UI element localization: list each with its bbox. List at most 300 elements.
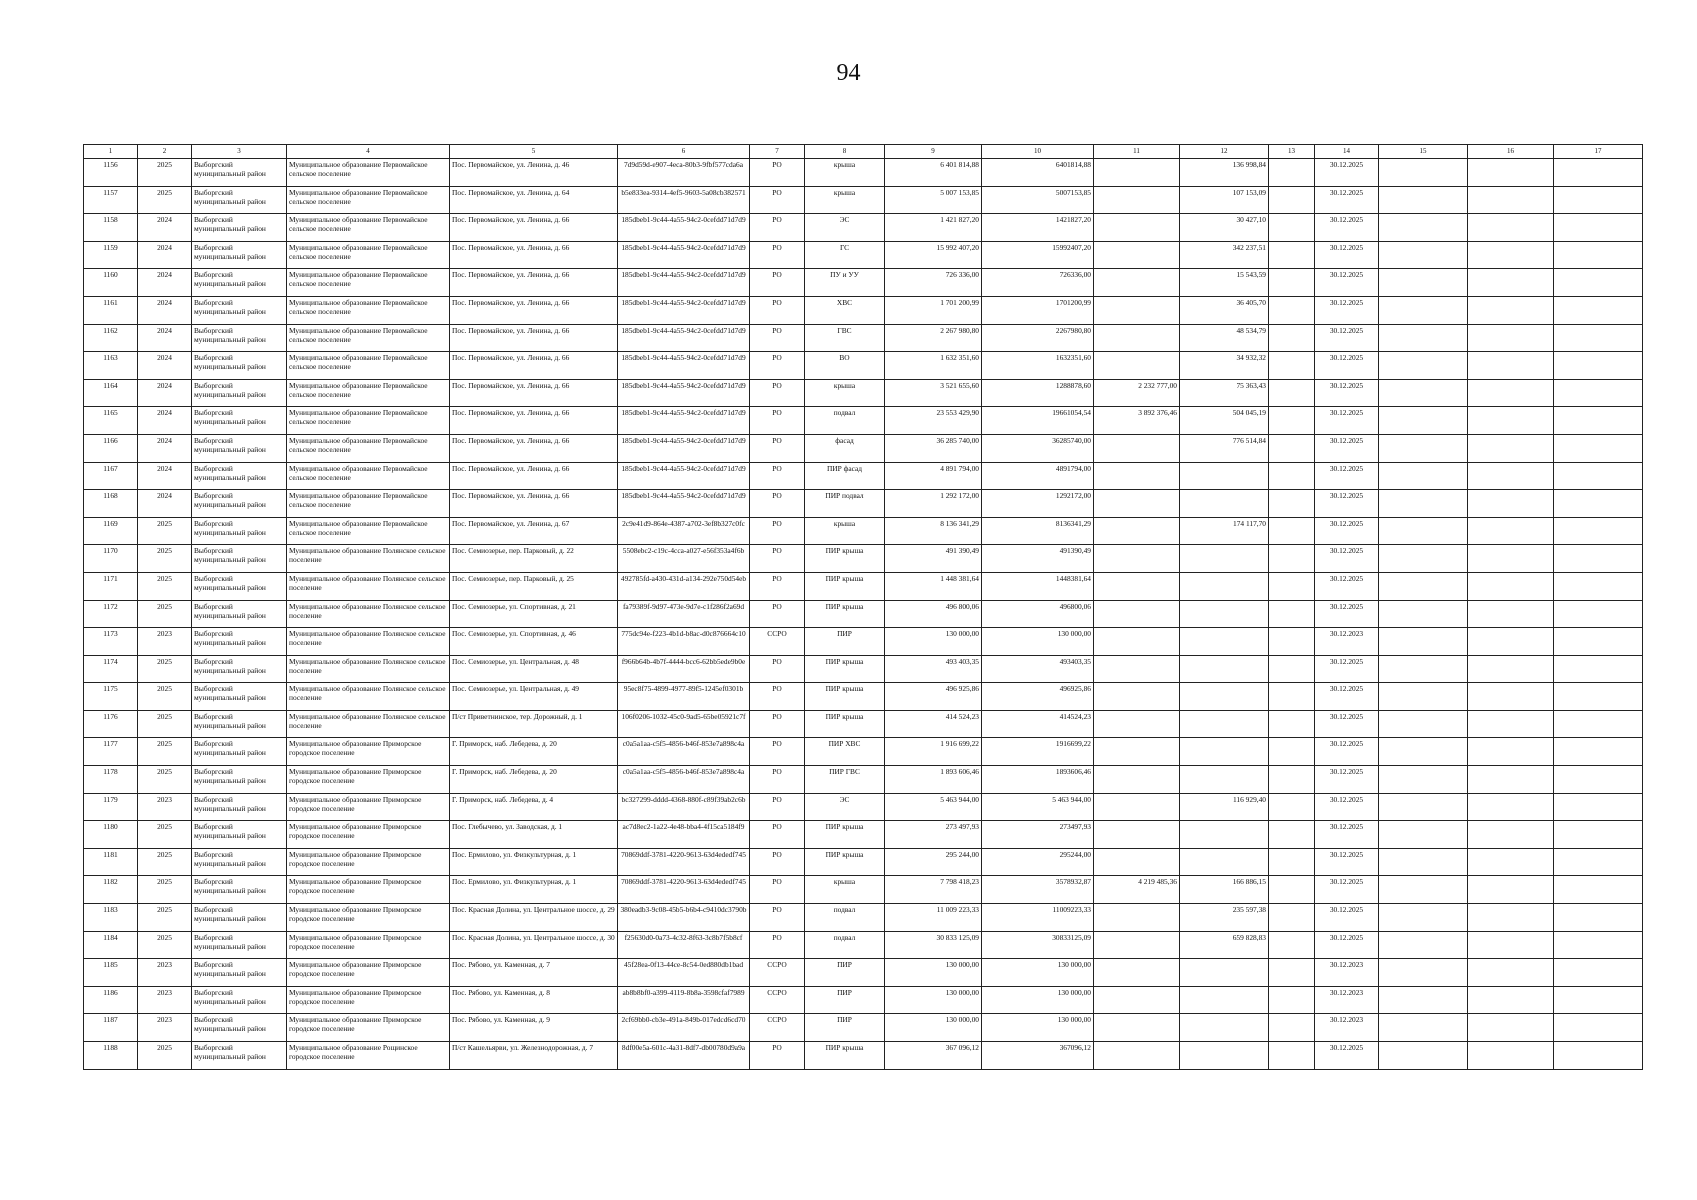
cell-cost-part-a: 8136341,29 xyxy=(982,517,1094,545)
cell-col-13 xyxy=(1269,683,1315,711)
column-header: 2 xyxy=(138,145,192,159)
cell-house-guid: c0a5a1aa-c5f5-4856-b46f-853e7a898c4a xyxy=(618,738,750,766)
cell-program: РО xyxy=(750,683,805,711)
column-header: 3 xyxy=(192,145,287,159)
cell-work-type: крыша xyxy=(805,517,885,545)
cell-address: Пос. Семиозерье, пер. Парковый, д. 25 xyxy=(450,572,618,600)
cell-district: Выборгский муниципальный район xyxy=(192,490,287,518)
cell-cost-part-c xyxy=(1180,766,1269,794)
cell-col-13 xyxy=(1269,186,1315,214)
table-row xyxy=(84,628,1643,656)
cell-col-15 xyxy=(1379,241,1468,269)
cell-cost-part-c: 235 597,38 xyxy=(1180,904,1269,932)
cell-house-guid: ac7d8ec2-1a22-4e48-bba4-4f15ca5184f9 xyxy=(618,821,750,849)
cell-address: Пос. Первомайское, ул. Ленина, д. 66 xyxy=(450,379,618,407)
cell-house-guid: 380eadb3-9c08-45b5-b6b4-c9410dc3790b xyxy=(618,904,750,932)
cell-cost-part-b xyxy=(1094,766,1180,794)
cell-deadline: 30.12.2025 xyxy=(1315,407,1379,435)
cell-total-cost: 295 244,00 xyxy=(885,848,982,876)
cell-municipality: Муниципальное образование Рощинское городское поселение xyxy=(287,1042,450,1070)
cell-cost-part-c: 166 886,15 xyxy=(1180,876,1269,904)
cell-col-17 xyxy=(1554,545,1643,573)
cell-district: Выборгский муниципальный район xyxy=(192,876,287,904)
cell-work-type: ПИР xyxy=(805,986,885,1014)
cell-row-number: 1182 xyxy=(84,876,138,904)
cell-col-17 xyxy=(1554,490,1643,518)
cell-cost-part-a: 726336,00 xyxy=(982,269,1094,297)
cell-total-cost: 30 833 125,09 xyxy=(885,931,982,959)
cell-program: ССРО xyxy=(750,1014,805,1042)
cell-year: 2025 xyxy=(138,545,192,573)
cell-col-15 xyxy=(1379,683,1468,711)
cell-cost-part-a: 273497,93 xyxy=(982,821,1094,849)
cell-cost-part-a: 1701200,99 xyxy=(982,296,1094,324)
cell-year: 2025 xyxy=(138,876,192,904)
cell-deadline: 30.12.2025 xyxy=(1315,600,1379,628)
cell-col-13 xyxy=(1269,600,1315,628)
table-row xyxy=(84,655,1643,683)
cell-address: Пос. Рябово, ул. Каменная, д. 7 xyxy=(450,959,618,987)
cell-house-guid: 185dbeb1-9c44-4a55-94c2-0cefdd71d7d9 xyxy=(618,324,750,352)
cell-program: РО xyxy=(750,710,805,738)
cell-work-type: ЭС xyxy=(805,214,885,242)
table-row xyxy=(84,545,1643,573)
cell-municipality: Муниципальное образование Первомайское сельское поселение xyxy=(287,379,450,407)
cell-work-type: ПИР ХВС xyxy=(805,738,885,766)
table-row xyxy=(84,683,1643,711)
cell-house-guid: 775dc94e-f223-4b1d-b8ac-d0c876664c10 xyxy=(618,628,750,656)
cell-col-13 xyxy=(1269,545,1315,573)
cell-cost-part-a: 414524,23 xyxy=(982,710,1094,738)
cell-col-15 xyxy=(1379,462,1468,490)
cell-deadline: 30.12.2023 xyxy=(1315,628,1379,656)
cell-col-16 xyxy=(1468,186,1554,214)
column-header: 16 xyxy=(1468,145,1554,159)
cell-house-guid: ab8b8bf0-a399-4119-8b8a-3598cfaf7989 xyxy=(618,986,750,1014)
cell-total-cost: 11 009 223,33 xyxy=(885,904,982,932)
cell-house-guid: 185dbeb1-9c44-4a55-94c2-0cefdd71d7d9 xyxy=(618,462,750,490)
cell-row-number: 1187 xyxy=(84,1014,138,1042)
cell-district: Выборгский муниципальный район xyxy=(192,241,287,269)
cell-col-16 xyxy=(1468,572,1554,600)
cell-col-16 xyxy=(1468,600,1554,628)
cell-cost-part-a: 1288878,60 xyxy=(982,379,1094,407)
cell-col-16 xyxy=(1468,876,1554,904)
cell-deadline: 30.12.2025 xyxy=(1315,683,1379,711)
cell-col-17 xyxy=(1554,379,1643,407)
cell-work-type: ПИР крыша xyxy=(805,545,885,573)
cell-municipality: Муниципальное образование Приморское городское поселение xyxy=(287,931,450,959)
table-row xyxy=(84,931,1643,959)
cell-col-17 xyxy=(1554,793,1643,821)
cell-col-15 xyxy=(1379,1042,1468,1070)
cell-col-13 xyxy=(1269,324,1315,352)
cell-row-number: 1184 xyxy=(84,931,138,959)
column-header: 14 xyxy=(1315,145,1379,159)
cell-cost-part-a: 1632351,60 xyxy=(982,352,1094,380)
cell-work-type: ПИР xyxy=(805,628,885,656)
cell-row-number: 1171 xyxy=(84,572,138,600)
cell-cost-part-b xyxy=(1094,296,1180,324)
cell-house-guid: b5e833ea-9314-4ef5-9603-5a08cb382571 xyxy=(618,186,750,214)
cell-work-type: ПУ и УУ xyxy=(805,269,885,297)
cell-municipality: Муниципальное образование Первомайское сельское поселение xyxy=(287,214,450,242)
cell-total-cost: 3 521 655,60 xyxy=(885,379,982,407)
cell-district: Выборгский муниципальный район xyxy=(192,655,287,683)
cell-district: Выборгский муниципальный район xyxy=(192,572,287,600)
cell-col-17 xyxy=(1554,296,1643,324)
cell-municipality: Муниципальное образование Первомайское сельское поселение xyxy=(287,490,450,518)
cell-col-15 xyxy=(1379,324,1468,352)
cell-program: РО xyxy=(750,572,805,600)
cell-col-17 xyxy=(1554,683,1643,711)
cell-row-number: 1176 xyxy=(84,710,138,738)
cell-district: Выборгский муниципальный район xyxy=(192,766,287,794)
cell-col-16 xyxy=(1468,434,1554,462)
cell-cost-part-b: 4 219 485,36 xyxy=(1094,876,1180,904)
cell-deadline: 30.12.2025 xyxy=(1315,269,1379,297)
cell-deadline: 30.12.2025 xyxy=(1315,793,1379,821)
cell-cost-part-c xyxy=(1180,490,1269,518)
cell-col-16 xyxy=(1468,710,1554,738)
cell-deadline: 30.12.2025 xyxy=(1315,738,1379,766)
cell-row-number: 1173 xyxy=(84,628,138,656)
cell-cost-part-c: 34 932,32 xyxy=(1180,352,1269,380)
cell-cost-part-c: 342 237,51 xyxy=(1180,241,1269,269)
cell-program: РО xyxy=(750,407,805,435)
cell-year: 2025 xyxy=(138,904,192,932)
cell-col-16 xyxy=(1468,848,1554,876)
cell-deadline: 30.12.2025 xyxy=(1315,186,1379,214)
cell-col-16 xyxy=(1468,324,1554,352)
cell-cost-part-a: 15992407,20 xyxy=(982,241,1094,269)
cell-row-number: 1181 xyxy=(84,848,138,876)
column-header: 12 xyxy=(1180,145,1269,159)
cell-deadline: 30.12.2025 xyxy=(1315,379,1379,407)
cell-cost-part-c xyxy=(1180,655,1269,683)
cell-year: 2025 xyxy=(138,600,192,628)
cell-cost-part-a: 1893606,46 xyxy=(982,766,1094,794)
cell-year: 2025 xyxy=(138,848,192,876)
column-header: 15 xyxy=(1379,145,1468,159)
cell-row-number: 1179 xyxy=(84,793,138,821)
cell-col-16 xyxy=(1468,655,1554,683)
cell-address: П/ст Приветнинское, тер. Дорожный, д. 1 xyxy=(450,710,618,738)
cell-col-15 xyxy=(1379,545,1468,573)
cell-cost-part-b xyxy=(1094,545,1180,573)
cell-col-16 xyxy=(1468,490,1554,518)
table-row xyxy=(84,517,1643,545)
cell-cost-part-a: 6401814,88 xyxy=(982,159,1094,187)
cell-deadline: 30.12.2025 xyxy=(1315,352,1379,380)
cell-program: РО xyxy=(750,655,805,683)
cell-row-number: 1166 xyxy=(84,434,138,462)
cell-address: Пос. Первомайское, ул. Ленина, д. 66 xyxy=(450,434,618,462)
cell-col-17 xyxy=(1554,517,1643,545)
cell-total-cost: 1 893 606,46 xyxy=(885,766,982,794)
cell-program: РО xyxy=(750,545,805,573)
cell-program: РО xyxy=(750,931,805,959)
cell-house-guid: 7d9d59d-e907-4eca-80b3-9fbf577cda6a xyxy=(618,159,750,187)
cell-col-15 xyxy=(1379,407,1468,435)
cell-col-17 xyxy=(1554,352,1643,380)
cell-col-15 xyxy=(1379,269,1468,297)
cell-col-16 xyxy=(1468,517,1554,545)
cell-cost-part-c: 107 153,09 xyxy=(1180,186,1269,214)
cell-col-17 xyxy=(1554,628,1643,656)
cell-cost-part-c xyxy=(1180,462,1269,490)
cell-cost-part-a: 295244,00 xyxy=(982,848,1094,876)
cell-municipality: Муниципальное образование Приморское городское поселение xyxy=(287,876,450,904)
cell-year: 2024 xyxy=(138,241,192,269)
cell-total-cost: 493 403,35 xyxy=(885,655,982,683)
cell-house-guid: 185dbeb1-9c44-4a55-94c2-0cefdd71d7d9 xyxy=(618,214,750,242)
column-header: 13 xyxy=(1269,145,1315,159)
cell-municipality: Муниципальное образование Первомайское сельское поселение xyxy=(287,296,450,324)
cell-municipality: Муниципальное образование Приморское городское поселение xyxy=(287,793,450,821)
cell-municipality: Муниципальное образование Первомайское сельское поселение xyxy=(287,407,450,435)
cell-program: РО xyxy=(750,517,805,545)
cell-col-15 xyxy=(1379,434,1468,462)
cell-cost-part-c xyxy=(1180,628,1269,656)
cell-address: Пос. Первомайское, ул. Ленина, д. 66 xyxy=(450,269,618,297)
table-row xyxy=(84,159,1643,187)
cell-district: Выборгский муниципальный район xyxy=(192,628,287,656)
cell-municipality: Муниципальное образование Полянское сельское поселение xyxy=(287,628,450,656)
cell-year: 2023 xyxy=(138,1014,192,1042)
cell-program: РО xyxy=(750,848,805,876)
cell-col-15 xyxy=(1379,600,1468,628)
cell-district: Выборгский муниципальный район xyxy=(192,1042,287,1070)
cell-cost-part-c xyxy=(1180,1014,1269,1042)
cell-address: Пос. Первомайское, ул. Ленина, д. 67 xyxy=(450,517,618,545)
column-header: 5 xyxy=(450,145,618,159)
table-row xyxy=(84,186,1643,214)
cell-col-13 xyxy=(1269,490,1315,518)
cell-col-13 xyxy=(1269,269,1315,297)
cell-col-13 xyxy=(1269,296,1315,324)
cell-deadline: 30.12.2023 xyxy=(1315,1014,1379,1042)
cell-program: РО xyxy=(750,738,805,766)
cell-year: 2025 xyxy=(138,710,192,738)
cell-district: Выборгский муниципальный район xyxy=(192,959,287,987)
cell-row-number: 1165 xyxy=(84,407,138,435)
cell-col-16 xyxy=(1468,545,1554,573)
cell-col-15 xyxy=(1379,931,1468,959)
cell-cost-part-c xyxy=(1180,683,1269,711)
table-row xyxy=(84,462,1643,490)
cell-col-16 xyxy=(1468,931,1554,959)
page-number: 94 xyxy=(836,60,861,86)
cell-address: Пос. Первомайское, ул. Ленина, д. 66 xyxy=(450,462,618,490)
cell-col-13 xyxy=(1269,821,1315,849)
cell-col-13 xyxy=(1269,159,1315,187)
table-row xyxy=(84,572,1643,600)
cell-deadline: 30.12.2025 xyxy=(1315,214,1379,242)
cell-address: Пос. Первомайское, ул. Ленина, д. 64 xyxy=(450,186,618,214)
cell-year: 2023 xyxy=(138,628,192,656)
cell-total-cost: 1 421 827,20 xyxy=(885,214,982,242)
cell-municipality: Муниципальное образование Приморское городское поселение xyxy=(287,848,450,876)
cell-row-number: 1170 xyxy=(84,545,138,573)
cell-cost-part-b xyxy=(1094,490,1180,518)
cell-program: РО xyxy=(750,352,805,380)
cell-year: 2023 xyxy=(138,959,192,987)
cell-cost-part-a: 496925,86 xyxy=(982,683,1094,711)
cell-cost-part-b xyxy=(1094,986,1180,1014)
cell-col-17 xyxy=(1554,766,1643,794)
cell-year: 2024 xyxy=(138,324,192,352)
cell-col-15 xyxy=(1379,904,1468,932)
table-body xyxy=(84,159,1643,1070)
cell-row-number: 1157 xyxy=(84,186,138,214)
cell-total-cost: 726 336,00 xyxy=(885,269,982,297)
cell-cost-part-c xyxy=(1180,710,1269,738)
cell-col-15 xyxy=(1379,379,1468,407)
cell-work-type: ХВС xyxy=(805,296,885,324)
cell-district: Выборгский муниципальный район xyxy=(192,186,287,214)
cell-col-17 xyxy=(1554,876,1643,904)
cell-district: Выборгский муниципальный район xyxy=(192,407,287,435)
column-header: 1 xyxy=(84,145,138,159)
cell-address: Пос. Первомайское, ул. Ленина, д. 66 xyxy=(450,352,618,380)
cell-address: Пос. Ермилово, ул. Физкультурная, д. 1 xyxy=(450,848,618,876)
table-row xyxy=(84,904,1643,932)
cell-cost-part-b xyxy=(1094,159,1180,187)
cell-col-15 xyxy=(1379,766,1468,794)
cell-district: Выборгский муниципальный район xyxy=(192,1014,287,1042)
cell-cost-part-a: 4891794,00 xyxy=(982,462,1094,490)
cell-address: Пос. Красная Долина, ул. Центральное шоссе, д. 29 xyxy=(450,904,618,932)
cell-total-cost: 2 267 980,80 xyxy=(885,324,982,352)
table-row xyxy=(84,821,1643,849)
cell-row-number: 1178 xyxy=(84,766,138,794)
cell-total-cost: 1 448 381,64 xyxy=(885,572,982,600)
cell-work-type: ПИР крыша xyxy=(805,655,885,683)
cell-year: 2023 xyxy=(138,793,192,821)
cell-row-number: 1183 xyxy=(84,904,138,932)
cell-col-13 xyxy=(1269,655,1315,683)
cell-address: Пос. Семиозерье, пер. Парковый, д. 22 xyxy=(450,545,618,573)
column-header: 9 xyxy=(885,145,982,159)
cell-year: 2024 xyxy=(138,214,192,242)
cell-house-guid: 2c9e41d9-864e-4387-a702-3ef8b327c0fc xyxy=(618,517,750,545)
cell-house-guid: 70869ddf-3781-4220-9613-63d4ededf745 xyxy=(618,848,750,876)
cell-total-cost: 496 925,86 xyxy=(885,683,982,711)
cell-cost-part-a: 491390,49 xyxy=(982,545,1094,573)
cell-deadline: 30.12.2025 xyxy=(1315,159,1379,187)
cell-district: Выборгский муниципальный район xyxy=(192,904,287,932)
cell-address: Пос. Ермилово, ул. Физкультурная, д. 1 xyxy=(450,876,618,904)
cell-cost-part-a: 1916699,22 xyxy=(982,738,1094,766)
column-header: 4 xyxy=(287,145,450,159)
cell-col-17 xyxy=(1554,324,1643,352)
cell-district: Выборгский муниципальный район xyxy=(192,352,287,380)
cell-address: Пос. Семиозерье, ул. Центральная, д. 49 xyxy=(450,683,618,711)
cell-work-type: ПИР крыша xyxy=(805,1042,885,1070)
cell-deadline: 30.12.2025 xyxy=(1315,324,1379,352)
cell-col-15 xyxy=(1379,986,1468,1014)
cell-col-13 xyxy=(1269,1014,1315,1042)
cell-total-cost: 36 285 740,00 xyxy=(885,434,982,462)
cell-col-13 xyxy=(1269,766,1315,794)
cell-municipality: Муниципальное образование Первомайское сельское поселение xyxy=(287,241,450,269)
table-row xyxy=(84,876,1643,904)
cell-address: Пос. Семиозерье, ул. Спортивная, д. 21 xyxy=(450,600,618,628)
cell-municipality: Муниципальное образование Приморское городское поселение xyxy=(287,986,450,1014)
cell-cost-part-b xyxy=(1094,821,1180,849)
table-row xyxy=(84,986,1643,1014)
cell-col-16 xyxy=(1468,407,1554,435)
cell-cost-part-b: 3 892 376,46 xyxy=(1094,407,1180,435)
cell-col-17 xyxy=(1554,959,1643,987)
cell-house-guid: 185dbeb1-9c44-4a55-94c2-0cefdd71d7d9 xyxy=(618,241,750,269)
cell-cost-part-b xyxy=(1094,352,1180,380)
cell-total-cost: 1 916 699,22 xyxy=(885,738,982,766)
cell-work-type: крыша xyxy=(805,876,885,904)
cell-municipality: Муниципальное образование Первомайское сельское поселение xyxy=(287,159,450,187)
cell-house-guid: 185dbeb1-9c44-4a55-94c2-0cefdd71d7d9 xyxy=(618,269,750,297)
cell-col-17 xyxy=(1554,738,1643,766)
cell-work-type: крыша xyxy=(805,159,885,187)
cell-col-13 xyxy=(1269,628,1315,656)
cell-house-guid: 106f0206-1032-45c0-9ad5-65be05921c7f xyxy=(618,710,750,738)
column-header: 6 xyxy=(618,145,750,159)
cell-program: РО xyxy=(750,793,805,821)
cell-year: 2024 xyxy=(138,352,192,380)
cell-row-number: 1180 xyxy=(84,821,138,849)
cell-cost-part-b xyxy=(1094,628,1180,656)
cell-cost-part-b xyxy=(1094,793,1180,821)
cell-work-type: ВО xyxy=(805,352,885,380)
cell-cost-part-c: 116 929,40 xyxy=(1180,793,1269,821)
cell-col-13 xyxy=(1269,738,1315,766)
cell-municipality: Муниципальное образование Первомайское сельское поселение xyxy=(287,517,450,545)
cell-col-16 xyxy=(1468,214,1554,242)
cell-year: 2024 xyxy=(138,490,192,518)
cell-work-type: крыша xyxy=(805,379,885,407)
cell-work-type: ПИР фасад xyxy=(805,462,885,490)
cell-district: Выборгский муниципальный район xyxy=(192,848,287,876)
cell-house-guid: bc327299-dddd-4368-880f-c89f39ab2c6b xyxy=(618,793,750,821)
cell-col-15 xyxy=(1379,876,1468,904)
cell-col-17 xyxy=(1554,462,1643,490)
cell-cost-part-a: 1448381,64 xyxy=(982,572,1094,600)
cell-col-13 xyxy=(1269,986,1315,1014)
cell-row-number: 1168 xyxy=(84,490,138,518)
cell-col-17 xyxy=(1554,904,1643,932)
cell-cost-part-c xyxy=(1180,848,1269,876)
cell-col-16 xyxy=(1468,959,1554,987)
cell-address: Пос. Семиозерье, ул. Спортивная, д. 46 xyxy=(450,628,618,656)
cell-program: РО xyxy=(750,296,805,324)
cell-col-15 xyxy=(1379,517,1468,545)
cell-house-guid: 45f28ea-0f13-44ce-8c54-0ed880db1bad xyxy=(618,959,750,987)
cell-work-type: ПИР крыша xyxy=(805,848,885,876)
column-header: 10 xyxy=(982,145,1094,159)
cell-col-15 xyxy=(1379,1014,1468,1042)
cell-col-13 xyxy=(1269,434,1315,462)
cell-col-16 xyxy=(1468,241,1554,269)
cell-col-15 xyxy=(1379,848,1468,876)
cell-municipality: Муниципальное образование Полянское сельское поселение xyxy=(287,655,450,683)
register-table xyxy=(83,144,1643,1070)
cell-total-cost: 5 007 153,85 xyxy=(885,186,982,214)
table-row xyxy=(84,407,1643,435)
cell-house-guid: 185dbeb1-9c44-4a55-94c2-0cefdd71d7d9 xyxy=(618,490,750,518)
cell-municipality: Муниципальное образование Приморское городское поселение xyxy=(287,821,450,849)
cell-cost-part-c xyxy=(1180,572,1269,600)
